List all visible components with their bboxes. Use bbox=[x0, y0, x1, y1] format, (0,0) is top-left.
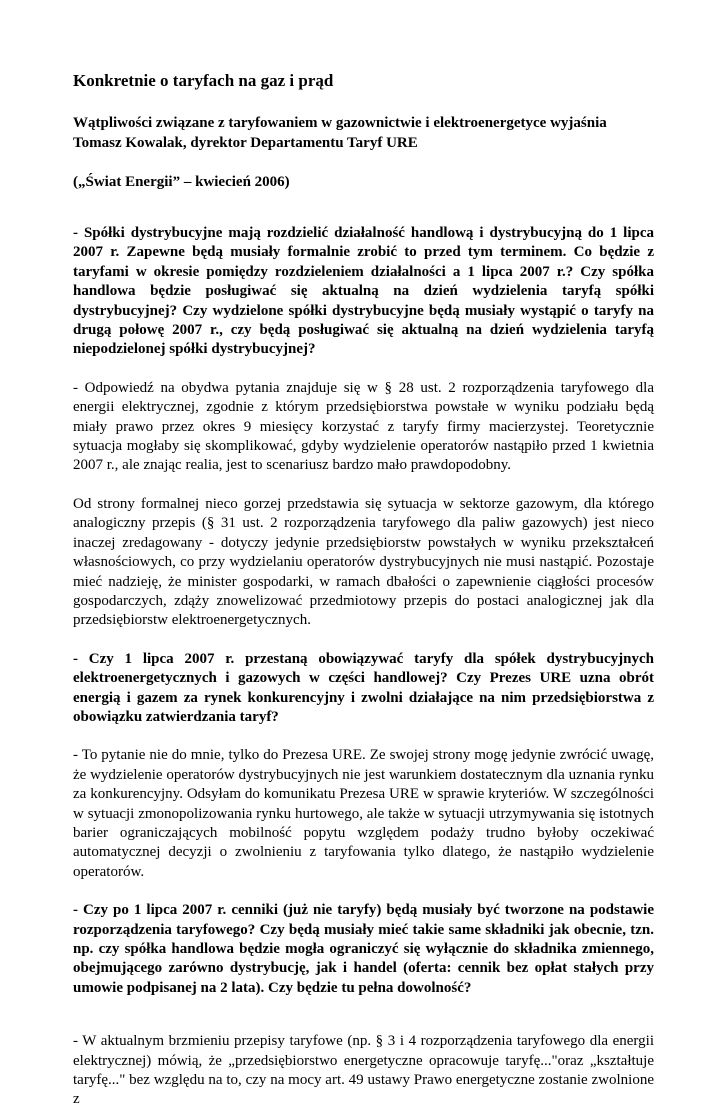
document-title: Konkretnie o taryfach na gaz i prąd bbox=[73, 71, 334, 90]
answer-paragraph: Od strony formalnej nieco gorzej przedstawia się sytuacja w sektorze gazowym, dla którego analogiczny przepis (§ 31 ust. 2 rozporządzenia taryfowego dla paliw gazowych) jest nieco inaczej zredagowany - dotyczy jedynie przedsiębiorstw powstałych w wyniku przekształceń własnościowych, co przy wydzielaniu operatorów dystrybucyjnych nie musi nastąpić. Pozostaje mieć nadzieję, że minister gospodarki, w ramach dbałości o zapewnienie ciągłości procesów gospodarczych, zdąży znowelizować przedmiotowy przepis do postaci analogicznej jak dla przedsiębiorstw elektroenergetycznych. bbox=[73, 495, 654, 629]
question-paragraph: - Spółki dystrybucyjne mają rozdzielić działalność handlową i dystrybucyjną do 1 lipca 2007 r. Zapewne będą musiały formalnie zrobić to przed tym terminem. Co będzie z taryfami w okresie pomiędzy rozdzieleniem działalności a 1 lipca 2007 r.? Czy spółka handlowa będzie posługiwać się aktualną na dzień wydzielenia taryfą spółki dystrybucyjnej? Czy wydzielone spółki dystrybucyjne będą musiały wystąpić o taryfy na drugą połowę 2007 r., czy będą posługiwać się aktualną na dzień wydzielenia taryfą niepodzielonej spółki dystrybucyjnej? bbox=[73, 225, 654, 358]
document-source: („Świat Energii” – kwiecień 2006) bbox=[73, 174, 290, 190]
answer-paragraph: - W aktualnym brzmieniu przepisy taryfowe (np. § 3 i 4 rozporządzenia taryfowego dla energii elektrycznej) mówią, że „przedsiębiorstwo energetyczne opracowuje taryfę..."oraz „kształtuje taryfę..." bez względu na to, czy na mocy art. 49 ustawy Prawo energetyczne zostanie zwolnione z bbox=[73, 1033, 654, 1108]
document-subtitle: Wątpliwości związane z taryfowaniem w gazownictwie i elektroenergetyce wyjaśnia Tomasz Kowalak, dyrektor Departamentu Taryf URE bbox=[73, 115, 607, 151]
answer-paragraph: - Odpowiedź na obydwa pytania znajduje się w § 28 ust. 2 rozporządzenia taryfowego dla energii elektrycznej, zgodnie z którym przedsiębiorstwa powstałe w wyniku podziału będą miały prawo przez okres 9 miesięcy korzystać z taryfy firmy macierzystej. Teoretycznie sytuacja mogłaby się skomplikować, gdyby wydzielenie operatorów nastąpiło przed 1 kwietnia 2007 r., ale znając realia, jest to scenariusz bardzo mało prawdopodobny. bbox=[73, 379, 654, 474]
answer-paragraph: - To pytanie nie do mnie, tylko do Prezesa URE. Ze swojej strony mogę jedynie zwrócić uwagę, że wydzielenie operatorów dystrybucyjnych nie jest warunkiem dostatecznym dla uznania rynku za konkurencyjny. Odsyłam do komunikatu Prezesa URE w sprawie kryteriów. W szczególności w sytuacji zmonopolizowania rynku hurtowego, ale także w sytuacji utrzymywania się istotnych barier ograniczających mobilność popytu względem podaży trudno byłoby oczekiwać automatycznej decyzji o zwolnieniu z taryfowania tylko dlatego, że nastąpiło wydzielenie operatorów. bbox=[73, 747, 654, 880]
question-paragraph: - Czy 1 lipca 2007 r. przestaną obowiązywać taryfy dla spółek dystrybucyjnych elektroenergetycznych i gazowych w części handlowej? Czy Prezes URE uzna obrót energią i gazem za rynek konkurencyjny i zwolni działające na nim przedsiębiorstwa z obowiązku zatwierdzania taryf? bbox=[73, 650, 654, 725]
question-paragraph: - Czy po 1 lipca 2007 r. cenniki (już nie taryfy) będą musiały być tworzone na podstawie rozporządzenia taryfowego? Czy będą musiały mieć takie same składniki jak obecnie, tzn. np. czy spółka handlowa będzie mogła ograniczyć się wyłącznie do składnika zmiennego, obejmującego zarówno dystrybucję, jak i handel (oferta: cennik bez opłat stałych przy umowie podpisanej na 2 lata). Czy będzie tu pełna dowolność? bbox=[73, 902, 654, 996]
